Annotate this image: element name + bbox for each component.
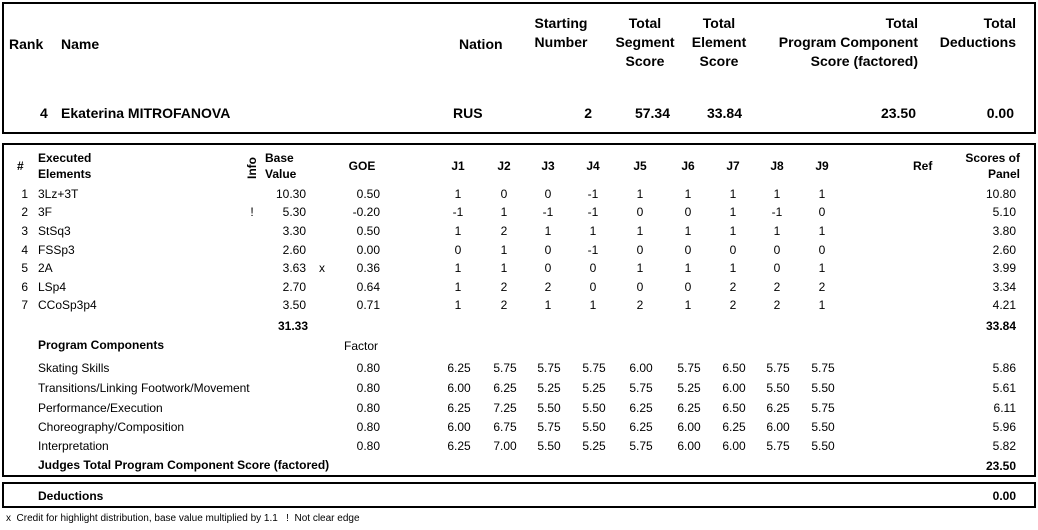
component-judge-score: 5.75 xyxy=(677,361,701,375)
col-ref-header: Ref xyxy=(913,159,933,173)
component-judge-score: 5.50 xyxy=(811,381,835,395)
judge-score: 1 xyxy=(454,187,462,201)
component-panel-score: 5.61 xyxy=(992,381,1016,395)
deductions-box xyxy=(2,482,1036,508)
judge-score: 1 xyxy=(454,261,462,275)
skater-total-program-score: 23.50 xyxy=(880,105,916,121)
component-judge-score: 6.25 xyxy=(447,361,471,375)
judge-score: 0 xyxy=(773,261,781,275)
element-panel-score: 3.80 xyxy=(992,224,1016,238)
component-judge-score: 6.25 xyxy=(629,420,653,434)
element-base-value: 10.30 xyxy=(275,187,306,201)
deductions-label: Deductions xyxy=(38,489,104,503)
component-judge-score: 6.00 xyxy=(722,381,746,395)
judge-score: 2 xyxy=(729,298,737,312)
element-panel-score: 10.80 xyxy=(985,187,1016,201)
element-number: 5 xyxy=(21,261,28,275)
judge-score: -1 xyxy=(587,187,599,201)
judge-header: J6 xyxy=(681,159,695,173)
judge-score: 1 xyxy=(729,261,737,275)
judge-score: 0 xyxy=(544,187,552,201)
judge-score: 1 xyxy=(636,261,644,275)
judge-header: J5 xyxy=(633,159,647,173)
judge-score: 1 xyxy=(729,187,737,201)
component-judge-score: 6.50 xyxy=(722,361,746,375)
component-panel-score: 5.82 xyxy=(992,439,1016,453)
judge-score: 1 xyxy=(544,298,552,312)
judge-score: 1 xyxy=(818,187,826,201)
component-name: Skating Skills xyxy=(38,361,110,375)
col-scores-header: Scores of Panel xyxy=(965,151,1020,181)
component-judge-score: 5.75 xyxy=(582,361,606,375)
judge-score: 1 xyxy=(454,298,462,312)
judge-score: 0 xyxy=(500,187,508,201)
component-factor: 0.80 xyxy=(356,361,380,375)
element-info: ! xyxy=(250,205,254,219)
judge-score: 1 xyxy=(636,224,644,238)
element-base-value: 2.60 xyxy=(282,243,306,257)
name-header: Name xyxy=(61,36,100,52)
judge-score: 2 xyxy=(729,280,737,294)
component-factor: 0.80 xyxy=(356,439,380,453)
judge-score: 0 xyxy=(729,243,737,257)
component-judge-score: 6.75 xyxy=(493,420,517,434)
deductions-value: 0.00 xyxy=(992,489,1016,503)
judge-score: -1 xyxy=(542,205,554,219)
skater-starting-number: 2 xyxy=(584,105,592,121)
judge-score: 0 xyxy=(773,243,781,257)
judge-score: 1 xyxy=(500,243,508,257)
element-number: 2 xyxy=(21,205,28,219)
judge-score: 1 xyxy=(500,261,508,275)
judge-score: 0 xyxy=(818,243,826,257)
component-name: Choreography/Composition xyxy=(38,420,185,434)
element-bonus: x xyxy=(319,261,325,275)
judge-score: 1 xyxy=(729,224,737,238)
starting-number-header: Starting Number xyxy=(534,15,588,50)
element-number: 7 xyxy=(21,298,28,312)
col-executed-header: Executed Elements xyxy=(38,151,92,181)
total-element-score-header: Total Element Score xyxy=(691,15,747,69)
component-judge-score: 6.25 xyxy=(766,401,790,415)
judge-score: 2 xyxy=(636,298,644,312)
skater-total-deductions: 0.00 xyxy=(986,105,1014,121)
skater-total-element-score: 33.84 xyxy=(706,105,742,121)
judge-score: 1 xyxy=(684,187,692,201)
components-total-label: Judges Total Program Component Score (factored) xyxy=(38,458,330,472)
judge-score: 2 xyxy=(544,280,552,294)
component-judge-score: 5.50 xyxy=(811,420,835,434)
element-panel-score: 2.60 xyxy=(992,243,1016,257)
element-base-value: 3.30 xyxy=(282,224,306,238)
component-panel-score: 5.86 xyxy=(992,361,1016,375)
judge-score: 0 xyxy=(818,205,826,219)
component-name: Interpretation xyxy=(38,439,109,453)
judge-score: 2 xyxy=(773,280,781,294)
element-panel-score: 4.21 xyxy=(992,298,1016,312)
component-factor: 0.80 xyxy=(356,420,380,434)
judge-score: 0 xyxy=(636,243,644,257)
element-base-value: 2.70 xyxy=(282,280,306,294)
nation-header: Nation xyxy=(459,36,503,52)
component-judge-score: 6.25 xyxy=(677,401,701,415)
footnote: x Credit for highlight distribution, base value multiplied by 1.1 ! Not clear edge xyxy=(6,513,360,524)
col-base-header: Base Value xyxy=(265,151,297,181)
judge-score: 2 xyxy=(773,298,781,312)
factor-header: Factor xyxy=(344,339,379,353)
judge-score: 2 xyxy=(500,224,508,238)
judge-score: 1 xyxy=(818,298,826,312)
rank-header: Rank xyxy=(9,36,44,52)
col-info-header: Info xyxy=(245,157,259,179)
element-name: 3F xyxy=(38,205,53,219)
element-name: 3Lz+3T xyxy=(38,187,79,201)
component-judge-score: 6.25 xyxy=(722,420,746,434)
judge-score: 1 xyxy=(684,261,692,275)
element-name: FSSp3 xyxy=(38,243,75,257)
judge-header: J9 xyxy=(815,159,829,173)
element-goe: 0.50 xyxy=(356,224,380,238)
judge-score: 2 xyxy=(818,280,826,294)
component-judge-score: 5.50 xyxy=(766,381,790,395)
judge-header: J7 xyxy=(726,159,740,173)
component-judge-score: 5.75 xyxy=(766,361,790,375)
component-judge-score: 5.75 xyxy=(537,420,561,434)
component-name: Transitions/Linking Footwork/Movement xyxy=(38,381,250,395)
program-components-title: Program Components xyxy=(38,338,165,352)
element-panel-score: 3.99 xyxy=(992,261,1016,275)
component-judge-score: 5.75 xyxy=(766,439,790,453)
judge-score: 1 xyxy=(684,298,692,312)
element-number: 3 xyxy=(21,224,28,238)
judge-score: 1 xyxy=(544,224,552,238)
base-value-total: 31.33 xyxy=(277,319,308,333)
judge-score: -1 xyxy=(771,205,783,219)
judge-score: 1 xyxy=(684,224,692,238)
element-goe: 0.00 xyxy=(356,243,380,257)
total-program-score-header: Total Program Component Score (factored) xyxy=(778,15,918,69)
element-base-value: 5.30 xyxy=(282,205,306,219)
total-deductions-header: Total Deductions xyxy=(939,15,1016,50)
judge-score: 1 xyxy=(454,224,462,238)
component-judge-score: 6.25 xyxy=(629,401,653,415)
component-factor: 0.80 xyxy=(356,401,380,415)
component-judge-score: 5.50 xyxy=(537,401,561,415)
judge-score: 1 xyxy=(729,205,737,219)
judge-score: 0 xyxy=(636,205,644,219)
judge-header: J4 xyxy=(586,159,600,173)
judge-score: 1 xyxy=(454,280,462,294)
component-judge-score: 5.75 xyxy=(629,439,653,453)
element-number: 6 xyxy=(21,280,28,294)
element-goe: 0.50 xyxy=(356,187,380,201)
judge-score: 1 xyxy=(589,224,597,238)
element-goe: 0.64 xyxy=(356,280,380,294)
components-total-value: 23.50 xyxy=(985,459,1016,473)
component-name: Performance/Execution xyxy=(38,401,163,415)
total-segment-score-header: Total Segment Score xyxy=(615,15,675,69)
judge-score: -1 xyxy=(587,205,599,219)
skater-name: Ekaterina MITROFANOVA xyxy=(61,105,231,121)
element-name: StSq3 xyxy=(38,224,71,238)
component-factor: 0.80 xyxy=(356,381,380,395)
component-judge-score: 6.25 xyxy=(493,381,517,395)
component-judge-score: 7.25 xyxy=(493,401,517,415)
skater-nation: RUS xyxy=(453,105,483,121)
element-name: LSp4 xyxy=(38,280,67,294)
component-judge-score: 5.25 xyxy=(537,381,561,395)
component-judge-score: 5.50 xyxy=(582,420,606,434)
component-judge-score: 5.75 xyxy=(493,361,517,375)
judge-header: J2 xyxy=(497,159,511,173)
judge-score: 0 xyxy=(684,243,692,257)
element-number: 1 xyxy=(21,187,28,201)
judge-score: 0 xyxy=(684,280,692,294)
element-goe: 0.36 xyxy=(356,261,380,275)
component-judge-score: 5.50 xyxy=(582,401,606,415)
component-judge-score: 6.25 xyxy=(447,439,471,453)
component-judge-score: 5.25 xyxy=(582,439,606,453)
judge-score: 0 xyxy=(636,280,644,294)
component-judge-score: 6.50 xyxy=(722,401,746,415)
col-goe-header: GOE xyxy=(348,159,376,173)
judge-score: 0 xyxy=(589,280,597,294)
judge-header: J8 xyxy=(770,159,784,173)
judge-score: 0 xyxy=(544,243,552,257)
judge-score: 0 xyxy=(589,261,597,275)
skater-rank: 4 xyxy=(40,105,48,121)
skater-total-segment-score: 57.34 xyxy=(634,105,670,121)
judge-score: 2 xyxy=(500,280,508,294)
component-judge-score: 6.00 xyxy=(677,439,701,453)
element-name: CCoSp3p4 xyxy=(38,298,97,312)
element-base-value: 3.50 xyxy=(282,298,306,312)
element-goe: 0.71 xyxy=(356,298,380,312)
judge-score: 2 xyxy=(500,298,508,312)
element-name: 2A xyxy=(38,261,53,275)
elements-score-total: 33.84 xyxy=(985,319,1016,333)
judge-score: 1 xyxy=(818,224,826,238)
component-judge-score: 6.00 xyxy=(629,361,653,375)
judge-header: J1 xyxy=(451,159,465,173)
component-panel-score: 5.96 xyxy=(992,420,1016,434)
component-judge-score: 6.25 xyxy=(447,401,471,415)
judge-score: 1 xyxy=(818,261,826,275)
element-number: 4 xyxy=(21,243,28,257)
component-judge-score: 7.00 xyxy=(493,439,517,453)
judge-score: 0 xyxy=(684,205,692,219)
judge-score: -1 xyxy=(452,205,464,219)
component-judge-score: 5.25 xyxy=(677,381,701,395)
judge-score: 1 xyxy=(589,298,597,312)
element-base-value: 3.63 xyxy=(282,261,306,275)
element-panel-score: 3.34 xyxy=(992,280,1016,294)
component-judge-score: 6.00 xyxy=(447,381,471,395)
element-panel-score: 5.10 xyxy=(992,205,1016,219)
judge-score: -1 xyxy=(587,243,599,257)
component-judge-score: 6.00 xyxy=(722,439,746,453)
element-goe: -0.20 xyxy=(352,205,380,219)
component-judge-score: 5.25 xyxy=(582,381,606,395)
judge-score: 1 xyxy=(636,187,644,201)
component-judge-score: 6.00 xyxy=(677,420,701,434)
judge-score: 1 xyxy=(500,205,508,219)
component-panel-score: 6.11 xyxy=(993,401,1016,415)
judge-score: 1 xyxy=(773,187,781,201)
component-judge-score: 5.75 xyxy=(811,361,835,375)
judge-score: 1 xyxy=(773,224,781,238)
component-judge-score: 5.75 xyxy=(811,401,835,415)
component-judge-score: 5.75 xyxy=(629,381,653,395)
col-number-header: # xyxy=(17,159,24,173)
judge-score: 0 xyxy=(454,243,462,257)
judge-score: 0 xyxy=(544,261,552,275)
component-judge-score: 5.50 xyxy=(811,439,835,453)
component-judge-score: 6.00 xyxy=(447,420,471,434)
component-judge-score: 5.75 xyxy=(537,361,561,375)
component-judge-score: 6.00 xyxy=(766,420,790,434)
judge-header: J3 xyxy=(541,159,555,173)
component-judge-score: 5.50 xyxy=(537,439,561,453)
